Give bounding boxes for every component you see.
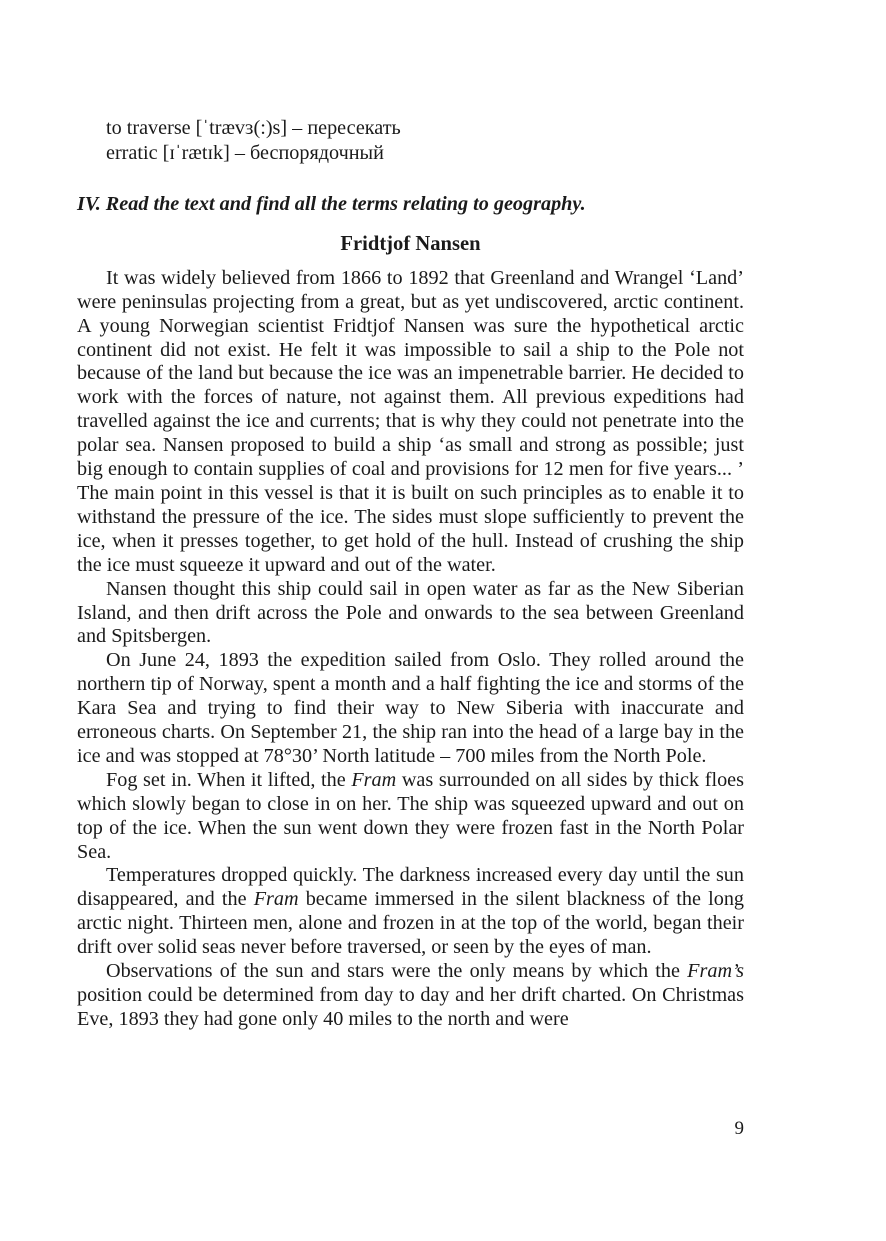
italic-run: Fram [253, 888, 299, 911]
text-run: On June 24, 1893 the expedition sailed from Oslo. They rolled around the northern tip of Norway, spent a month and a half fighting the ice and storms of the Kara Sea and trying to find their way to New Siberia with inaccurate and erroneous charts. On September 21, the ship ran into the head of a large bay in the ice and was stopped at 78°30’ North latitude – 700 miles from the North Pole. [77, 649, 744, 767]
article-body [77, 267, 744, 1032]
paragraph [77, 769, 744, 865]
page-number: 9 [734, 1118, 744, 1139]
text-run: Temperatures dropped quickly. The darkness increased every day until the sun disappeared, and the [77, 864, 744, 911]
italic-run: Fram’s [687, 960, 744, 983]
text-run: was surrounded on all sides by thick floes which slowly began to close in on her. The ship was squeezed upward and out on top of the ice. When the sun went down they were frozen fast in the North Polar Sea. [77, 768, 744, 863]
paragraph [77, 864, 744, 960]
paragraph [77, 649, 744, 769]
text-run: position could be determined from day to day and her drift charted. On Christmas Eve, 1893 they had gone only 40 miles to the north and were [77, 984, 744, 1030]
text-run: Nansen thought this ship could sail in open water as far as the New Siberian Island, and then drift across the Pole and onwards to the sea between Greenland and Spitsbergen. [77, 577, 744, 648]
page-content [77, 116, 744, 1032]
italic-run: Fram [351, 768, 397, 791]
vocabulary-list [77, 116, 744, 165]
task-heading: IV. Read the text and find all the terms relating to geography. [77, 193, 586, 215]
text-run: It was widely believed from 1866 to 1892 that Greenland and Wrangel ‘Land’ were peninsulas projecting from a great, but as yet undiscovered, arctic continent. A young Norwegian scientist Fridtjof Nansen was sure the hypothetical arctic continent did not exist. He felt it was impossible to sail a ship to the Pole not because of the land but because the ice was an impenetrable barrier. He decided to work with the forces of nature, not against them. All previous expeditions had travelled against the ice and currents; that is why they could not penetrate into the polar sea. Nansen proposed to build a ship ‘as small and strong as possible; just big enough to contain supplies of coal and provisions for 12 men for five years... ’ The main point in this vessel is that it is built on such principles as to enable it to withstand the pressure of the ice. The sides must slope sufficiently to prevent the ice, when it presses together, to get hold of the hull. Instead of crushing the ship the ice must squeeze it upward and out of the water. [77, 266, 744, 576]
paragraph [77, 267, 744, 578]
text-run: became immersed in the silent blackness of the long arctic night. Thirteen men, alone and frozen in at the top of the world, began their drift over solid seas never before traversed, or seen by the eyes of man. [77, 888, 745, 959]
text-run: Observations of the sun and stars were the only means by which the [106, 960, 688, 983]
vocabulary-item: to traverse [ˈtrævɜ(:)s] – пересекать [106, 117, 401, 139]
text-run: Fog set in. When it lifted, the [106, 768, 352, 791]
paragraph [77, 578, 744, 650]
vocabulary-item: erratic [ɪˈrætɪk] – беспорядочный [106, 141, 384, 164]
paragraph [77, 960, 744, 1032]
text-title: Fridtjof Nansen [340, 232, 481, 255]
